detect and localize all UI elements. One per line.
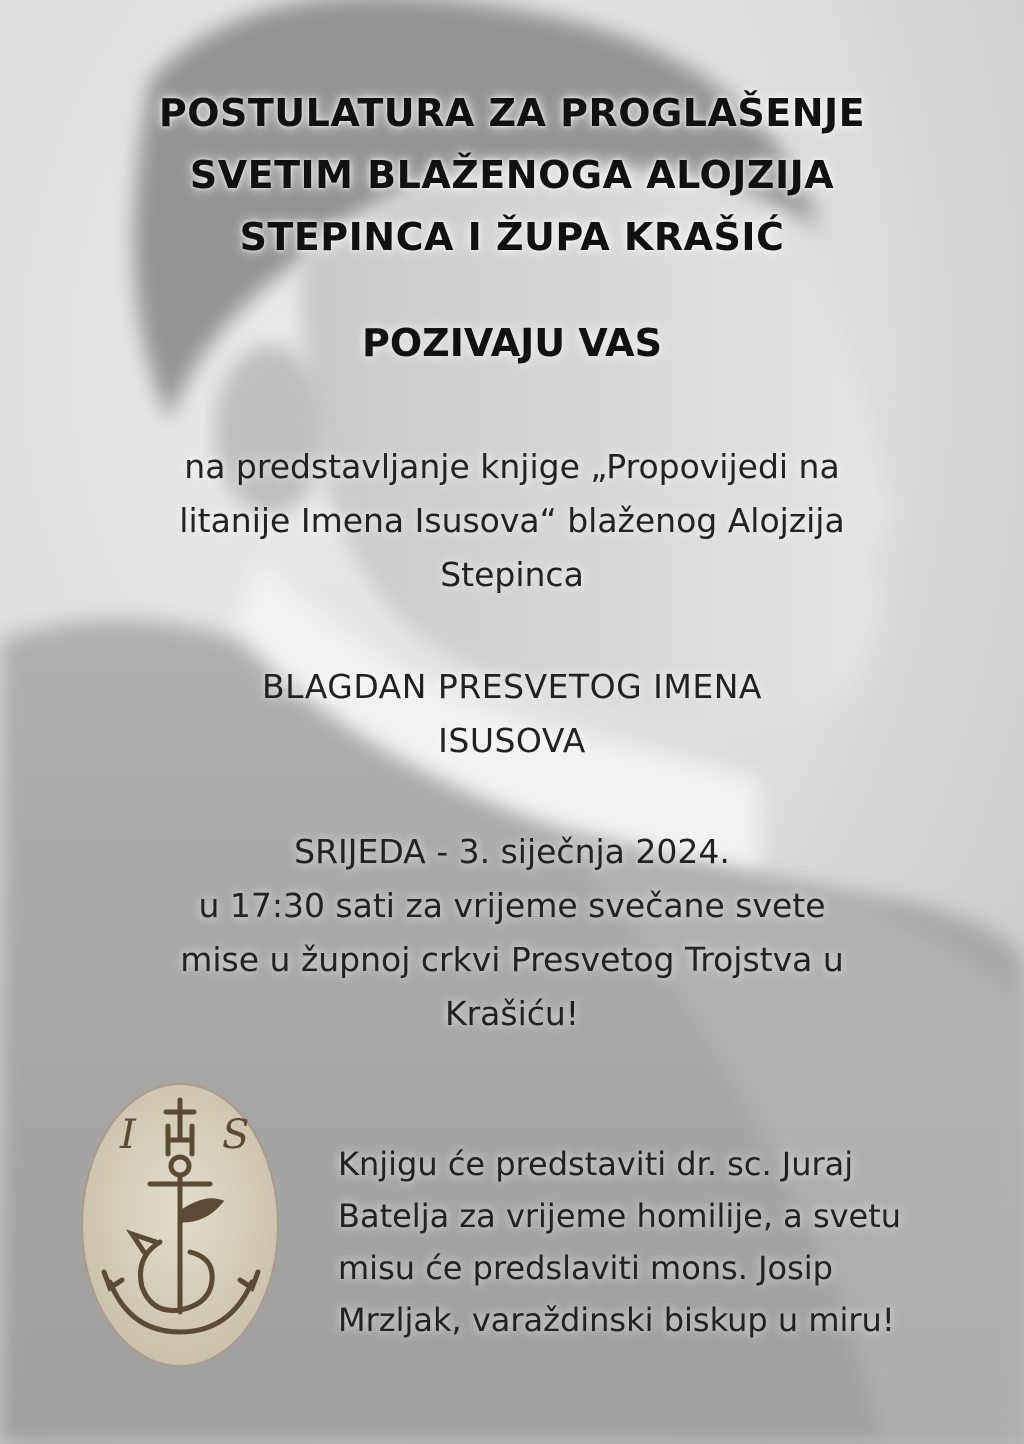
poster-title (112, 82, 912, 268)
presenter-text (338, 1138, 978, 1346)
emblem-letter-i: I (120, 1112, 136, 1158)
event-line-4: Krašiću! (444, 994, 580, 1033)
presenter-line-4: Mrzljak, varaždinski biskup u miru! (338, 1301, 895, 1339)
feast-heading (100, 660, 924, 768)
invite-heading: POZIVAJU VAS (362, 321, 662, 365)
book-presentation-text (100, 440, 924, 602)
feast-line-1: BLAGDAN PRESVETOG IMENA (262, 667, 762, 706)
title-line-1: POSTULATURA ZA PROGLAŠENJE (158, 91, 866, 135)
book-line-3: Stepinca (440, 555, 584, 594)
event-line-2: u 17:30 sati za vrijeme svečane svete (198, 886, 826, 925)
emblem-letter-s: S (222, 1112, 250, 1158)
event-line-1: SRIJEDA - 3. siječnja 2024. (294, 832, 730, 871)
presenter-line-1: Knjigu će predstaviti dr. sc. Juraj (338, 1145, 854, 1183)
book-line-1: na predstavljanje knjige „Propovijedi na (184, 447, 840, 486)
ihs-anchor-fish-emblem (80, 1082, 280, 1368)
feast-line-2: ISUSOVA (438, 721, 586, 760)
event-line-3: mise u župnoj crkvi Presvetog Trojstva u (180, 940, 844, 979)
title-line-3: STEPINCA I ŽUPA KRAŠIĆ (239, 215, 785, 259)
book-line-2: litanije Imena Isusova“ blaženog Alojzija (179, 501, 845, 540)
event-details (100, 825, 924, 1041)
presenter-line-3: misu će predslaviti mons. Josip (338, 1249, 833, 1287)
presenter-line-2: Batelja za vrijeme homilije, a svetu (338, 1197, 902, 1235)
title-line-2: SVETIM BLAŽENOGA ALOJZIJA (189, 153, 835, 197)
